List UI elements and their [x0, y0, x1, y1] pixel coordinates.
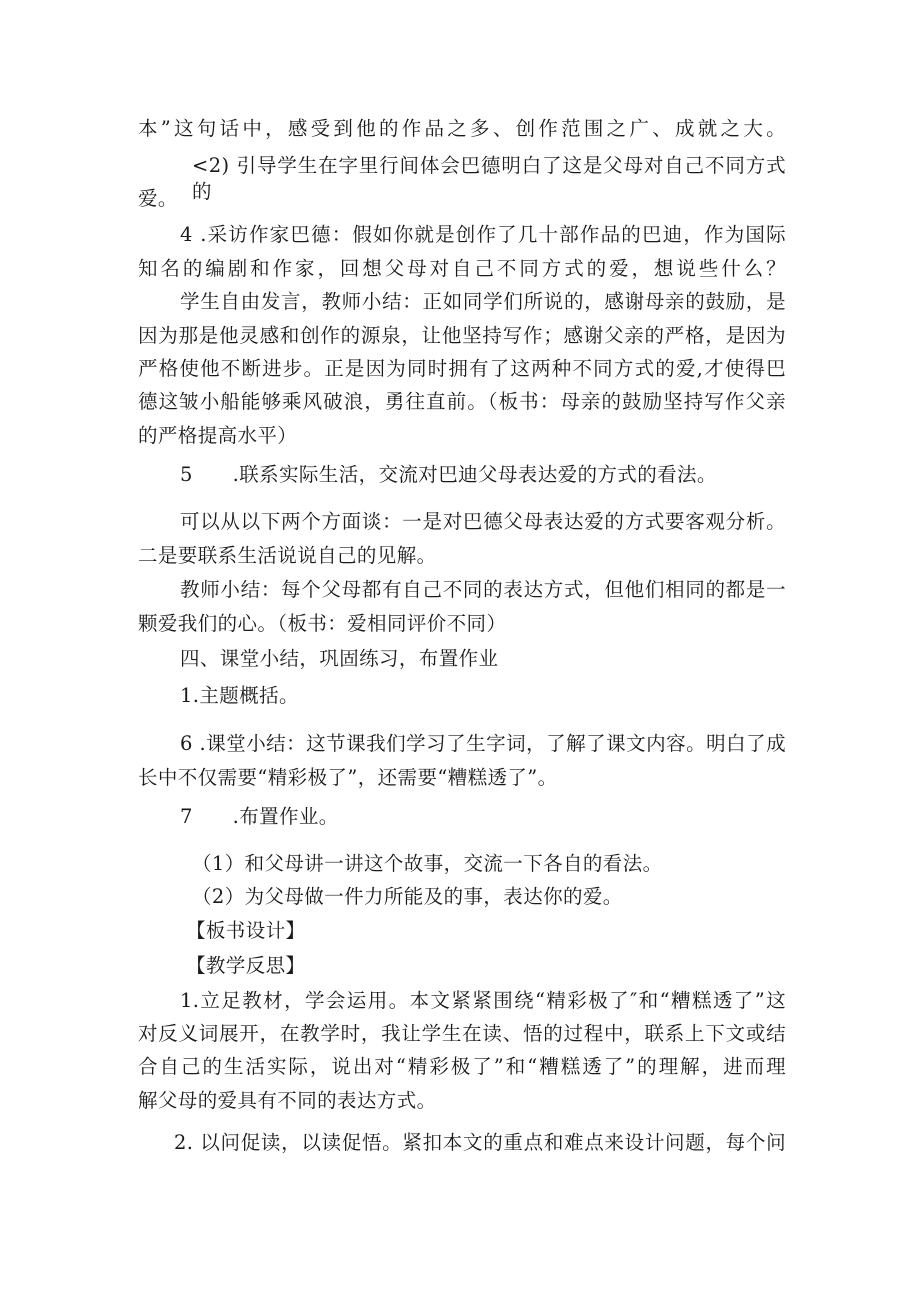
paragraph-line: 二是要联系生活说说自己的见解。	[138, 544, 437, 567]
paragraph-line: 对反义词展开，在教学时，我让学生在读、悟的过程中，联系上下文或结	[138, 1022, 786, 1045]
paragraph-line: 因为那是他灵感和创作的源泉，让他坚持写作；感谢父亲的严格，是因为	[138, 324, 786, 347]
paragraph-line: 1.主题概括。	[180, 684, 299, 707]
paragraph-line: 教师小结：每个父母都有自己不同的表达方式，但他们相同的都是一	[180, 578, 786, 601]
paragraph-line: 2. 以问促读，以读促悟。紧扣本文的重点和难点来设计问题，每个问	[174, 1131, 786, 1154]
paragraph-line: 爱。	[138, 187, 178, 210]
paragraph-line: <2) 引导学生在字里行间体会巴德明白了这是父母对自己不同方式的	[192, 154, 786, 203]
paragraph-line: 的严格提高水平）	[138, 424, 298, 447]
paragraph-line: 知名的编剧和作家，回想父母对自己不同方式的爱，想说些什么？	[138, 257, 786, 280]
paragraph-line: 6 .课堂小结：这节课我们学习了生字词，了解了课文内容。明白了成	[180, 732, 786, 755]
paragraph-line: 严格使他不断进步。正是因为同时拥有了这两种不同方式的爱,才使得巴	[138, 357, 786, 380]
paragraph-line: 德这皱小船能够乘风破浪，勇往直前。（板书：母亲的鼓励坚持写作父亲	[138, 390, 786, 413]
paragraph-line: 颗爱我们的心。（板书：爱相同评价不同）	[138, 612, 507, 635]
paragraph-line: 1.立足教材，学会运用。本文紧紧围绕“精彩极了″和“糟糕透了”这	[180, 989, 786, 1012]
list-item: （2）为父母做一件力所能及的事，表达你的爱。	[192, 885, 623, 908]
paragraph-line: 5 .联系实际生活，交流对巴迪父母表达爱的方式的看法。	[180, 463, 717, 486]
paragraph-line: 解父母的爱具有不同的表达方式。	[138, 1089, 437, 1112]
section-heading: 【板书设计】	[186, 919, 306, 942]
list-item: （1）和父母讲一讲这个故事，交流一下各自的看法。	[192, 852, 663, 875]
paragraph-line: 合自己的生活实际，说出对“精彩极了”和“糟糕透了”的理解，进而理	[138, 1055, 786, 1078]
section-heading: 四、课堂小结，巩固练习，布置作业	[180, 647, 499, 670]
paragraph-line: 7 .布置作业。	[180, 805, 339, 828]
paragraph-line: 长中不仅需要“精彩极了”，还需要“糟糕透了”。	[138, 766, 558, 789]
section-heading: 【教学反思】	[186, 954, 306, 977]
paragraph-line: 学生自由发言，教师小结：正如同学们所说的，感谢母亲的鼓励，是	[180, 290, 786, 313]
paragraph-line: 本”这句话中，感受到他的作品之多、创作范围之广、成就之大。	[138, 117, 786, 140]
paragraph-line: 可以从以下两个方面谈：一是对巴德父母表达爱的方式要客观分析。	[180, 510, 786, 533]
paragraph-line: 4 .采访作家巴德：假如你就是创作了几十部作品的巴迪，作为国际	[180, 223, 786, 246]
